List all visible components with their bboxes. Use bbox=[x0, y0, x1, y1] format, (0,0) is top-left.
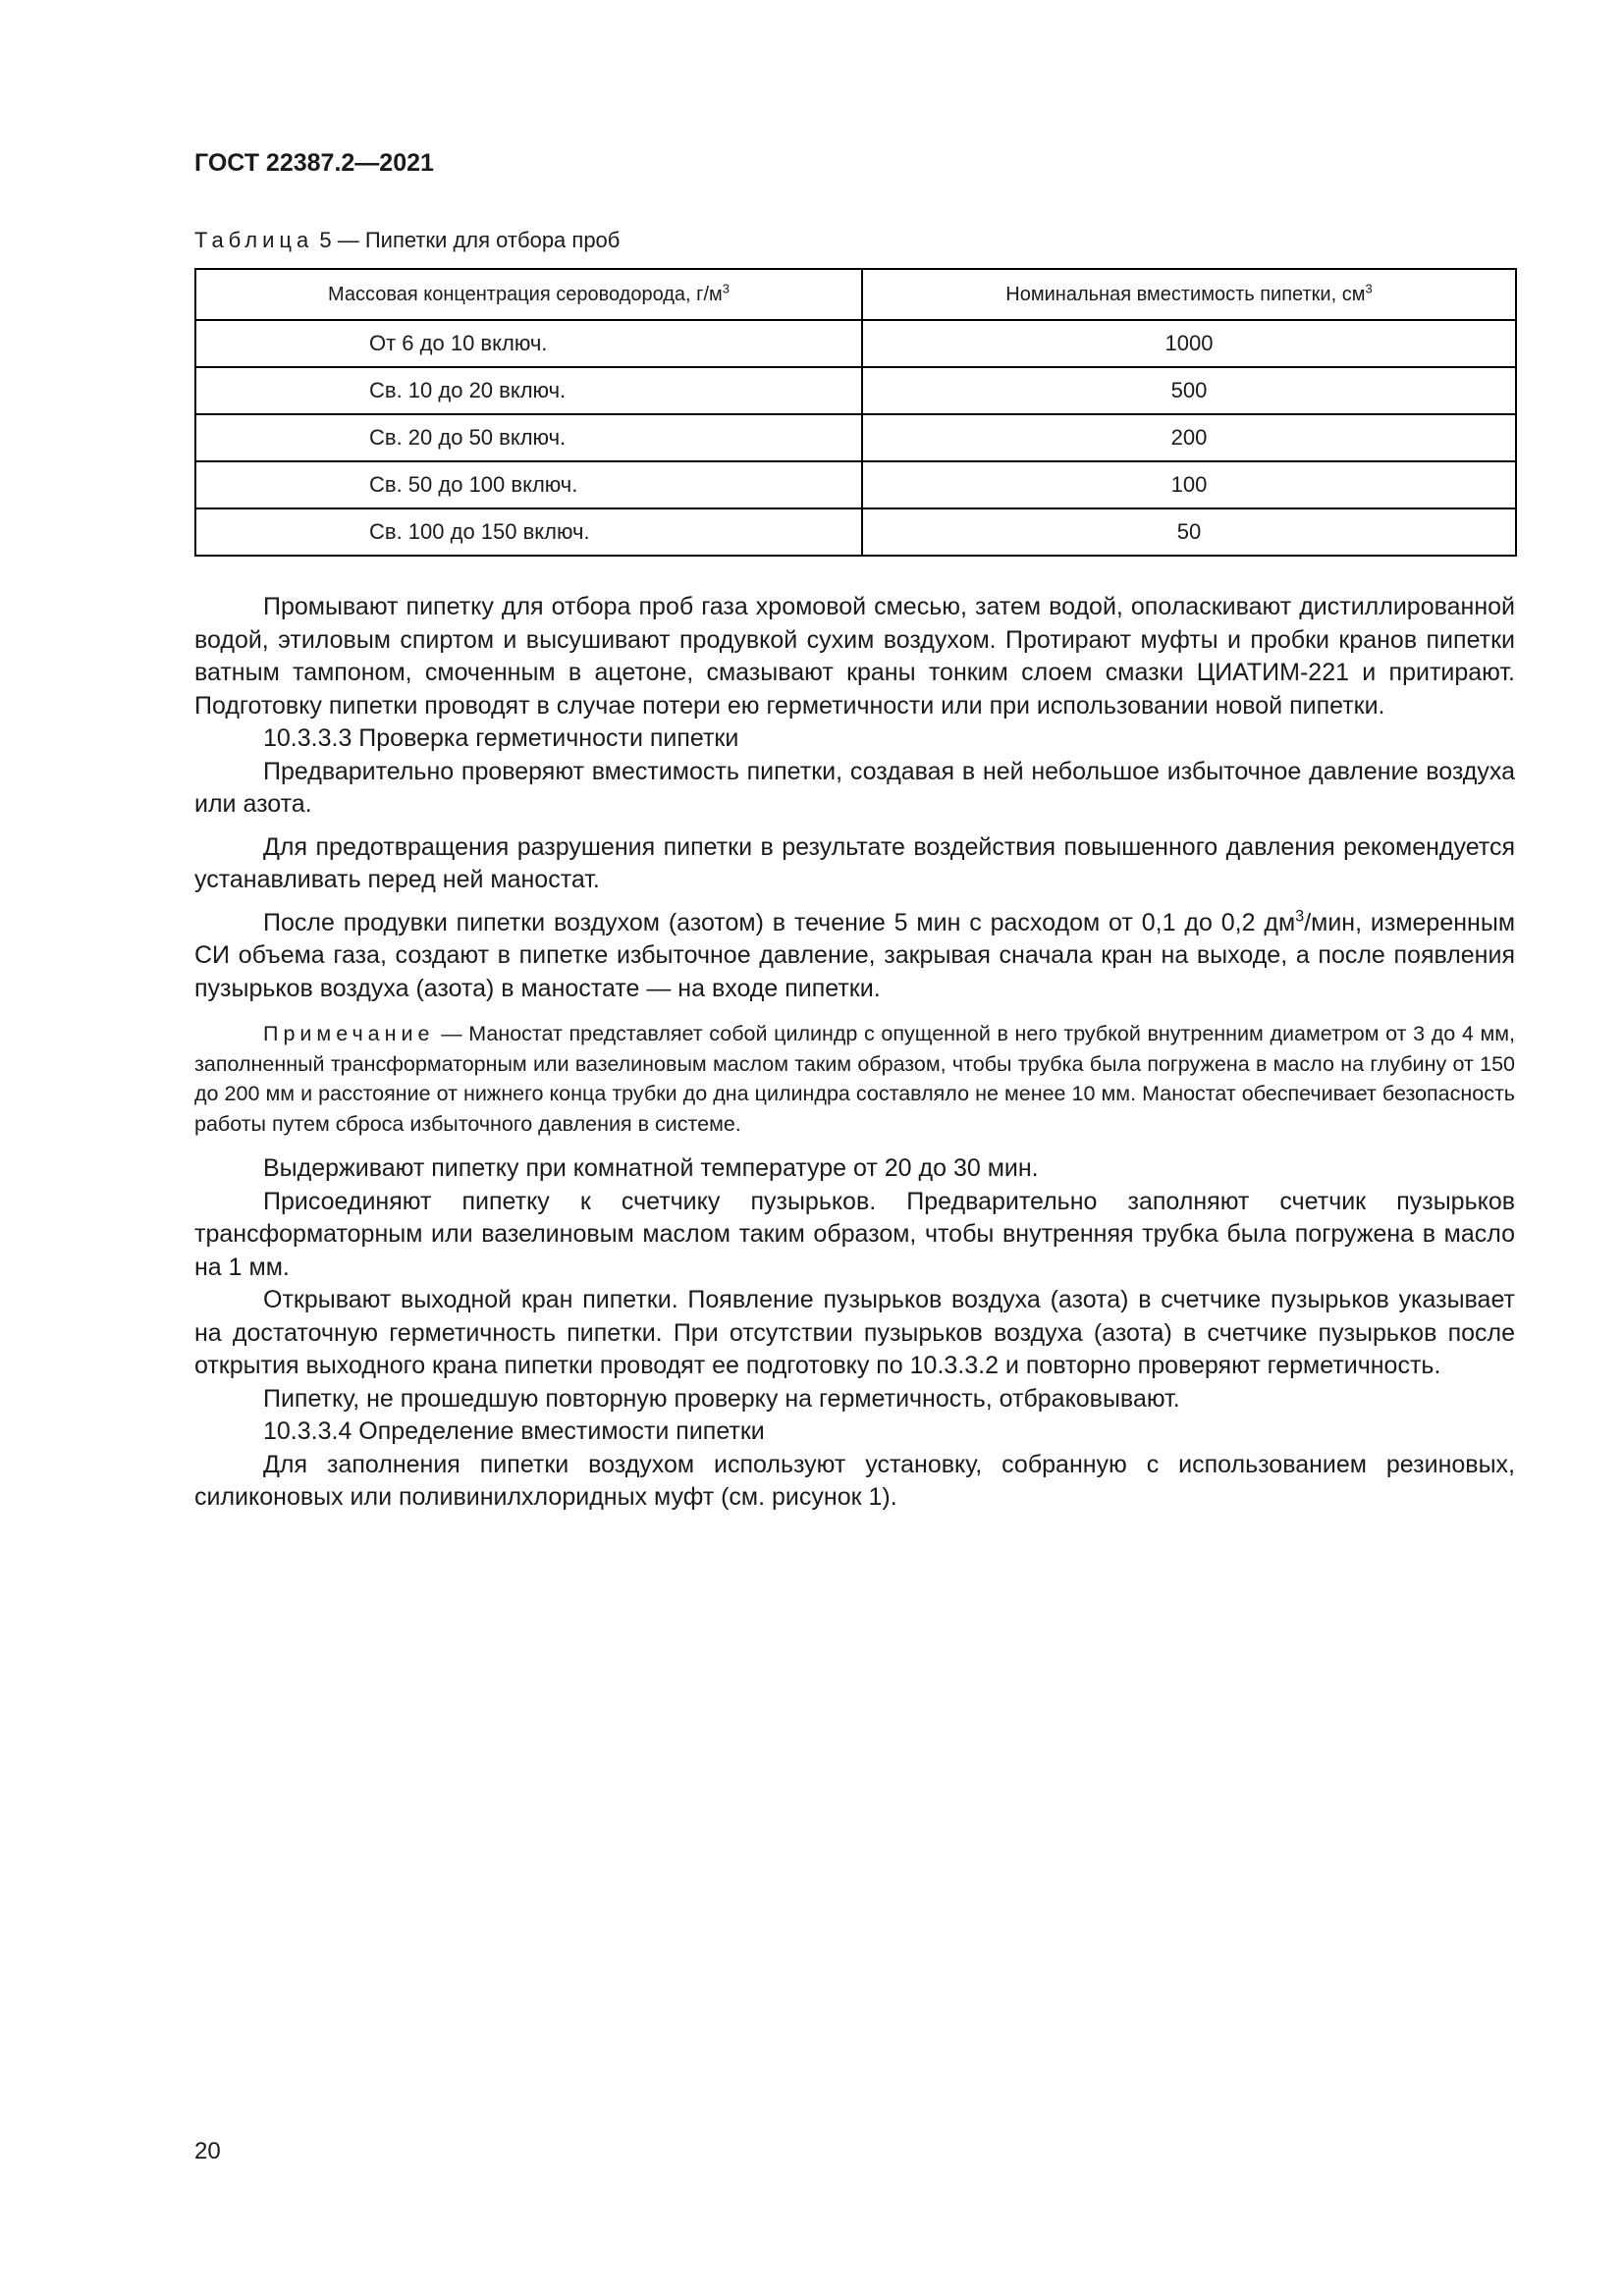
cell-volume: 500 bbox=[862, 367, 1516, 414]
column-header-volume: Номинальная вместимость пипетки, $см^3$ bbox=[862, 269, 1516, 320]
section-heading-10-3-3-3: 10.3.3.3 Проверка герметичности пипетки bbox=[263, 724, 739, 752]
cell-concentration: Св. 10 до 20 включ. bbox=[195, 367, 862, 414]
table-row bbox=[195, 320, 1516, 367]
cell-concentration: Св. 20 до 50 включ. bbox=[195, 414, 862, 461]
document-header: ГОСТ 22387.2—2021 bbox=[194, 149, 434, 177]
table-header-row bbox=[195, 269, 1516, 320]
note-label: Примечание bbox=[263, 1022, 435, 1045]
cell-concentration: От 6 до 10 включ. bbox=[195, 320, 862, 367]
cell-concentration: Св. 100 до 150 включ. bbox=[195, 508, 862, 556]
table-caption bbox=[194, 228, 620, 253]
cell-volume: 50 bbox=[862, 508, 1516, 556]
section-heading-10-3-3-4: 10.3.3.4 Определение вместимости пипетки bbox=[263, 1417, 765, 1445]
column-header-concentration: Массовая концентрация сероводорода, $г/м^3$ bbox=[195, 269, 862, 320]
note-text: — Маностат представляет собой цилиндр с опущенной в него трубкой внутренним диаметром от 3 до 4 мм, заполненный трансформаторным или вазелиновым маслом таким образом, чтобы трубка была погружена в масло на глубину от 150 до 200 мм и расстояние от нижнего конца трубки до дна цилиндра составляло не менее 10 мм. Маностат обеспечивает безопасность работы путем сброса избыточного давления в системе. bbox=[194, 1022, 1515, 1136]
table-caption-label: Таблица bbox=[194, 228, 314, 252]
cell-volume: 200 bbox=[862, 414, 1516, 461]
table-row bbox=[195, 508, 1516, 556]
cell-concentration: Св. 50 до 100 включ. bbox=[195, 461, 862, 508]
cell-volume: 100 bbox=[862, 461, 1516, 508]
note bbox=[194, 1019, 1515, 1139]
paragraph-hold: Выдерживают пипетку при комнатной температуре от 20 до 30 мин. bbox=[263, 1154, 1039, 1182]
pipette-table bbox=[194, 268, 1517, 557]
paragraph-fill: Для заполнения пипетки воздухом используют установку, собранную с использованием резиновых, силиконовых или поливинилхлоридных муфт (см. рисунок 1). bbox=[194, 1450, 1515, 1511]
paragraph-manostat: Для предотвращения разрушения пипетки в результате воздействия повышенного давления рекомендуется устанавливать перед ней маностат. bbox=[194, 832, 1515, 893]
paragraph-purge: После продувки пипетки воздухом (азотом) в течение 5 мин с расходом от 0,1 до 0,2 $дм^3$/мин, измеренным СИ объема газа, создают в пипетке избыточное давление, закрывая сначала кран на выходе, а после появления пузырьков воздуха (азота) в маностате — на входе пипетки. bbox=[194, 907, 1516, 1002]
table-row bbox=[195, 461, 1516, 508]
paragraph-capacity-check: Предварительно проверяют вместимость пипетки, создавая в ней небольшое избыточное давление воздуха или азота. bbox=[194, 757, 1515, 818]
body-text bbox=[194, 591, 1515, 1515]
page-number: 20 bbox=[194, 2138, 221, 2164]
table-row bbox=[195, 414, 1516, 461]
paragraph-connect: Присоединяют пипетку к счетчику пузырьков. Предварительно заполняют счетчик пузырьков трансформаторным или вазелиновым маслом таким образом, чтобы внутренняя трубка была погружена в масло на 1 мм. bbox=[194, 1187, 1515, 1281]
table-row bbox=[195, 367, 1516, 414]
cell-volume: 1000 bbox=[862, 320, 1516, 367]
paragraph-cleaning: Промывают пипетку для отбора проб газа хромовой смесью, затем водой, ополаскивают дистиллированной водой, этиловым спиртом и высушивают продувкой сухим воздухом. Протирают муфты и пробки кранов пипетки ватным тампоном, смоченным в ацетоне, смазывают краны тонким слоем смазки ЦИАТИМ-221 и притирают. Подготовку пипетки проводят в случае потери ею герметичности или при использовании новой пипетки. bbox=[194, 593, 1515, 720]
paragraph-reject: Пипетку, не прошедшую повторную проверку на герметичность, отбраковывают. bbox=[263, 1384, 1180, 1413]
table-caption-title: 5 — Пипетки для отбора проб bbox=[313, 228, 621, 252]
paragraph-open-valve: Открывают выходной кран пипетки. Появление пузырьков воздуха (азота) в счетчике пузырьков указывает на достаточную герметичность пипетки. При отсутствии пузырьков воздуха (азота) в счетчике пузырьков после открытия выходного крана пипетки проводят ее подготовку по 10.3.3.2 и повторно проверяют герметичность. bbox=[194, 1286, 1515, 1379]
